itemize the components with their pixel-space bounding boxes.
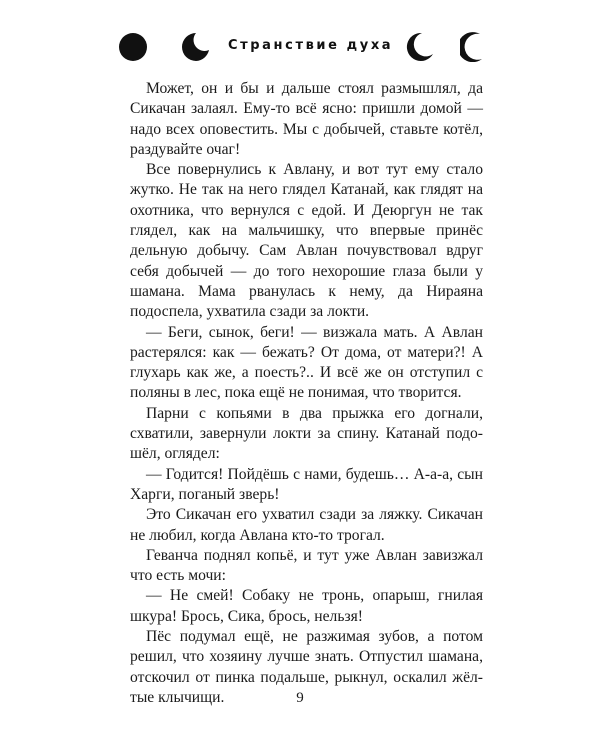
paragraph: — Беги, сынок, беги! — визжала мать. А Авлан растерялся: как — бежать? От дома, от матери?! А глухарь как же, а поесть?.. И всё же он отступил с поляны в лес, пока ещё не понимая, что творится. xyxy=(130,323,483,402)
waning-moon-icon xyxy=(181,32,211,62)
paragraph: Пёс подумал ещё, не разжимая зубов, а потом решил, что хозяину лучше знать. Отпустил шамана, отскочил от пинка подальше, рыкнул, оскалил жёлтые клычищи. xyxy=(130,628,483,706)
running-header xyxy=(118,32,490,64)
body-text xyxy=(130,79,483,708)
paragraph: Может, он и бы и дальше стоял размышлял, да Сикачан залаял. Ему-то всё ясно: пришли домой — надо всех оповестить. Мы с добычей, ставьте котёл, раздувайте очаг! xyxy=(130,80,483,158)
full-moon-icon xyxy=(118,32,148,62)
crescent-moon-icon xyxy=(460,32,490,62)
paragraph: Все повернулись к Авлану, и вот тут ему стало жутко. Не так на него глядел Катанай, как глядят на охотника, что вернулся с едой. И Деюргун не так глядел, как на мальчишку, что впервые принёс дельную добычу. Сам Авлан почувствовал вдруг себя добычей — до того нехорошие глаза были у шамана. Мама рванулась к нему, да Нираяна подоспела, ухватила сзади за локти. xyxy=(130,161,483,321)
crescent-moon-icon xyxy=(404,32,434,62)
paragraph: — Годится! Пойдёшь с нами, будешь… А-а-а, сын Харги, поганый зверь! xyxy=(130,465,483,503)
paragraph: — Не смей! Собаку не тронь, опарыш, гнилая шкура! Брось, Сика, брось, нельзя! xyxy=(130,587,483,625)
paragraph: Это Сикачан его ухватил сзади за ляжку. Сикачан не любил, когда Авлана кто-то трогал. xyxy=(130,506,483,544)
page-number: 9 xyxy=(296,690,304,706)
running-title: Странствие духа xyxy=(228,38,394,53)
paragraph: Геванча поднял копьё, и тут уже Авлан завизжал что есть мочи: xyxy=(130,546,483,585)
paragraph: Парни с копьями в два прыжка его догнали, схватили, завернули локти за спину. Катанай подошёл, оглядел: xyxy=(130,404,483,463)
